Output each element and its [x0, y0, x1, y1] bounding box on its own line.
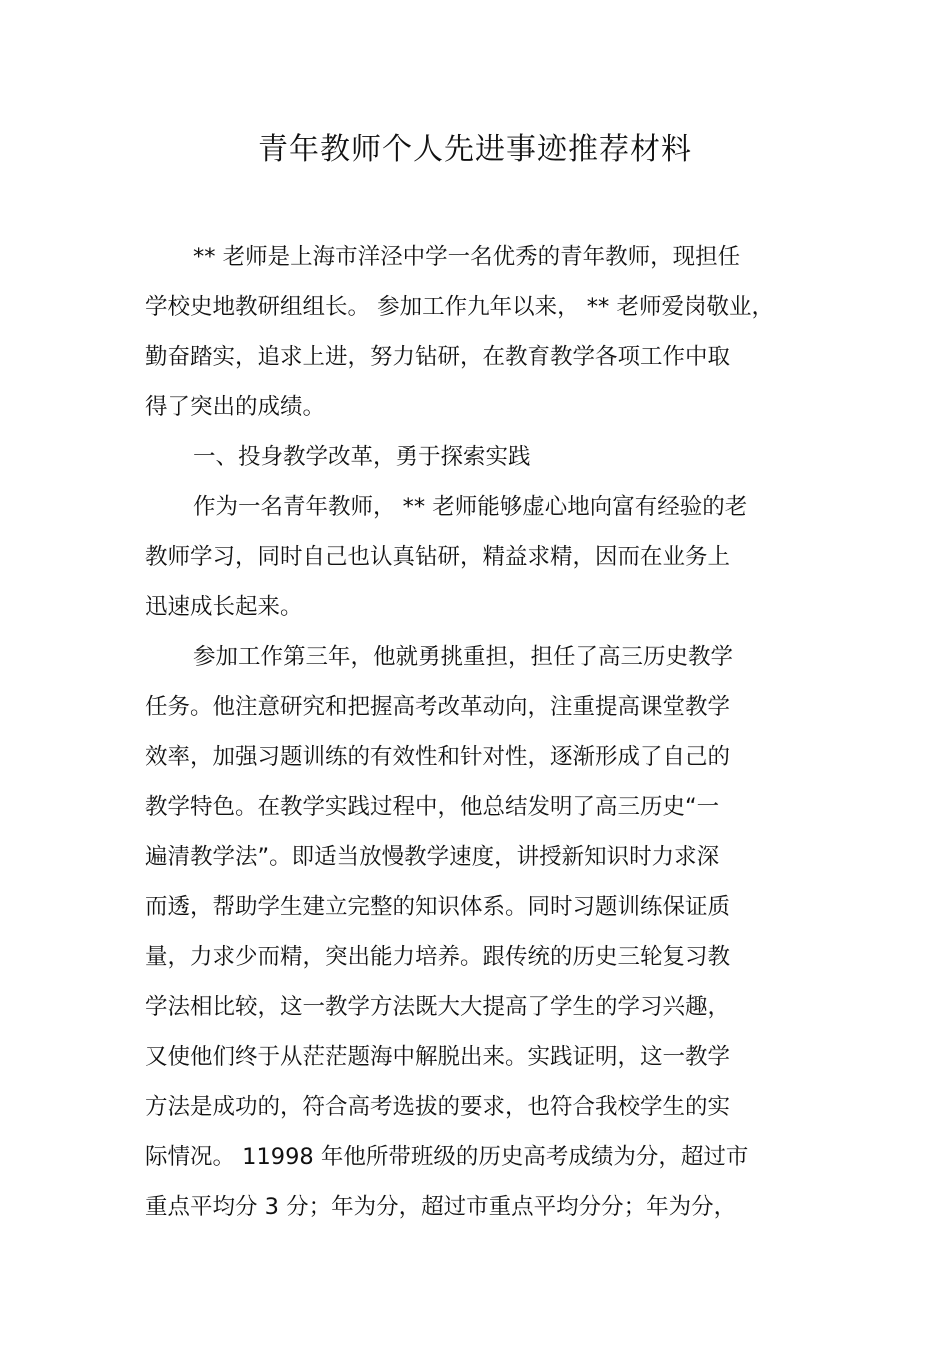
paragraph-line: 遍清教学法”。即适当放慢教学速度，讲授新知识时力求深 — [145, 844, 720, 870]
paragraph-line: 学法相比较，这一教学方法既大大提高了学生的学习兴趣， — [145, 994, 731, 1020]
paragraph-line: 迅速成长起来。 — [145, 594, 303, 620]
paragraph-line: 作为一名青年教师， ** 老师能够虚心地向富有经验的老 — [193, 494, 748, 520]
paragraph-line: 重点平均分 3 分；年为分，超过市重点平均分分；年为分， — [145, 1194, 737, 1220]
paragraph-line: 效率，加强习题训练的有效性和针对性，逐渐形成了自己的 — [145, 744, 731, 770]
paragraph-line: 参加工作第三年，他就勇挑重担，担任了高三历史教学 — [193, 644, 734, 670]
paragraph-line: ** 老师是上海市洋泾中学一名优秀的青年教师，现担任 — [193, 244, 741, 270]
paragraph-line: 得了突出的成绩。 — [145, 394, 326, 420]
paragraph-line: 学校史地教研组组长。 参加工作九年以来， ** 老师爱岗敬业， — [145, 294, 774, 320]
paragraph-line: 任务。他注意研究和把握高考改革动向，注重提高课堂教学 — [145, 694, 731, 720]
paragraph-line: 教学特色。在教学实践过程中，他总结发明了高三历史“一 — [145, 794, 720, 820]
paragraph-line: 又使他们终于从茫茫题海中解脱出来。实践证明，这一教学 — [145, 1044, 731, 1070]
document-title: 青年教师个人先进事迹推荐材料 — [258, 132, 692, 167]
paragraph-line: 际情况。 11998 年他所带班级的历史高考成绩为分，超过市 — [145, 1144, 749, 1170]
paragraph-line: 方法是成功的，符合高考选拔的要求，也符合我校学生的实 — [145, 1094, 731, 1120]
paragraph-line: 勤奋踏实，追求上进，努力钻研，在教育教学各项工作中取 — [145, 344, 731, 370]
paragraph-line: 而透，帮助学生建立完整的知识体系。同时习题训练保证质 — [145, 894, 731, 920]
section-heading: 一、投身教学改革，勇于探索实践 — [193, 444, 531, 470]
paragraph-line: 教师学习，同时自己也认真钻研，精益求精，因而在业务上 — [145, 544, 731, 570]
paragraph-line: 量，力求少而精，突出能力培养。跟传统的历史三轮复习教 — [145, 944, 731, 970]
